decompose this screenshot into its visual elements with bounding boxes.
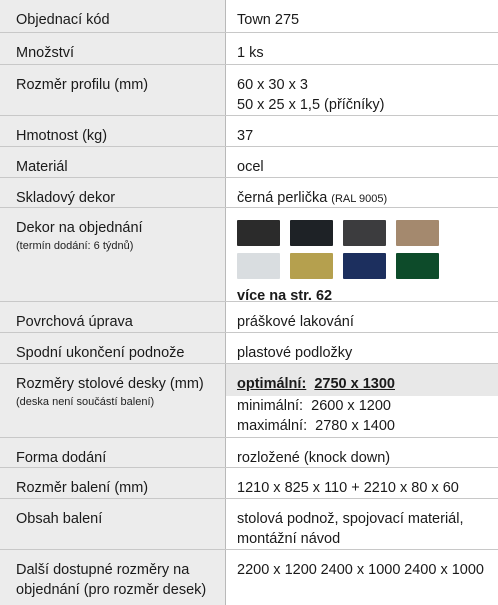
profile-main: 60 x 30 x 3: [237, 77, 308, 93]
decor-label: Dekor na objednání: [16, 220, 143, 236]
swatch-row-1: [237, 220, 492, 246]
other-dim: 2400 x 1000: [404, 562, 484, 578]
row-material: [0, 147, 498, 178]
color-swatch: [343, 220, 386, 246]
optimal-label: optimální:: [237, 376, 307, 392]
color-swatch: [396, 253, 439, 279]
row-label: Forma dodání: [0, 438, 226, 467]
color-swatch: [237, 253, 280, 279]
stock-decor-ral: (RAL 9005): [331, 193, 388, 205]
row-label: [0, 550, 226, 605]
row-label: Skladový dekor: [0, 178, 226, 207]
row-label: [0, 208, 226, 301]
row-desk-size: [0, 364, 498, 438]
other-label-line-2: objednání (pro rozměr desek): [16, 582, 207, 598]
row-value: [226, 550, 498, 605]
row-package-size: [0, 468, 498, 499]
contents-line-2: montážní návod: [237, 531, 341, 547]
row-label: Obsah balení: [0, 499, 226, 549]
other-dim: 2400 x 1000: [320, 562, 401, 578]
decor-sublabel: (termín dodání: 6 týdnů): [16, 240, 134, 252]
row-other-sizes: [0, 550, 498, 605]
row-profile: [0, 65, 498, 116]
row-label: Rozměr profilu (mm): [0, 65, 226, 115]
row-surface: [0, 302, 498, 333]
row-value: ocel: [237, 159, 264, 175]
row-value: rozložené (knock down): [237, 450, 391, 466]
row-value: plastové podložky: [237, 345, 353, 361]
more-colors-link[interactable]: více na str. 62: [237, 288, 333, 304]
row-value: 37: [237, 128, 254, 144]
desk-maximal: [237, 416, 492, 436]
row-value: [226, 364, 498, 437]
row-value: [226, 499, 498, 549]
other-dims: [237, 560, 492, 580]
other-dim: 2200 x 1200: [237, 562, 317, 578]
row-contents: [0, 499, 498, 550]
row-value: [226, 208, 498, 304]
row-stock-decor: [0, 178, 498, 208]
row-label: Objednací kód: [0, 0, 226, 32]
row-qty: [0, 33, 498, 65]
row-label: Povrchová úprava: [0, 302, 226, 332]
row-weight: [0, 116, 498, 147]
color-swatch: [396, 220, 439, 246]
row-value: práškové lakování: [237, 314, 354, 330]
row-label: Hmotnost (kg): [0, 116, 226, 146]
color-swatch: [343, 253, 386, 279]
other-label-line-1: Další dostupné rozměry na: [16, 562, 190, 578]
color-swatch: [290, 220, 333, 246]
minimal-label: minimální:: [237, 398, 304, 414]
row-value: [226, 178, 498, 207]
row-label: [0, 364, 226, 437]
desk-optimal: [226, 364, 498, 396]
row-value: 1210 x 825 x 110 + 2210 x 80 x 60: [237, 480, 459, 496]
row-order-decor: [0, 208, 498, 302]
row-label: Rozměr balení (mm): [0, 468, 226, 498]
profile-crossbars: 50 x 25 x 1,5 (příčníky): [237, 97, 385, 113]
desk-minimal: [237, 396, 492, 416]
minimal-value: 2600 x 1200: [311, 398, 391, 414]
row-label: Množství: [0, 33, 226, 64]
optimal-value: 2750 x 1300: [314, 376, 395, 392]
row-code: [0, 0, 498, 33]
row-value: Town 275: [237, 12, 300, 28]
row-label: Spodní ukončení podnože: [0, 333, 226, 363]
row-value: [226, 65, 498, 115]
desk-sublabel: (deska není součástí balení): [16, 396, 155, 408]
row-value: 1 ks: [237, 45, 264, 61]
stock-decor-value: černá perlička: [237, 190, 328, 206]
color-swatch: [237, 220, 280, 246]
maximal-value: 2780 x 1400: [315, 418, 395, 434]
swatch-row-2: [237, 253, 492, 279]
color-swatch: [290, 253, 333, 279]
row-base-ending: [0, 333, 498, 364]
row-delivery: [0, 438, 498, 468]
maximal-label: maximální:: [237, 418, 308, 434]
contents-line-1: stolová podnož, spojovací materiál,: [237, 511, 464, 527]
row-label: Materiál: [0, 147, 226, 177]
desk-label: Rozměry stolové desky (mm): [16, 376, 204, 392]
